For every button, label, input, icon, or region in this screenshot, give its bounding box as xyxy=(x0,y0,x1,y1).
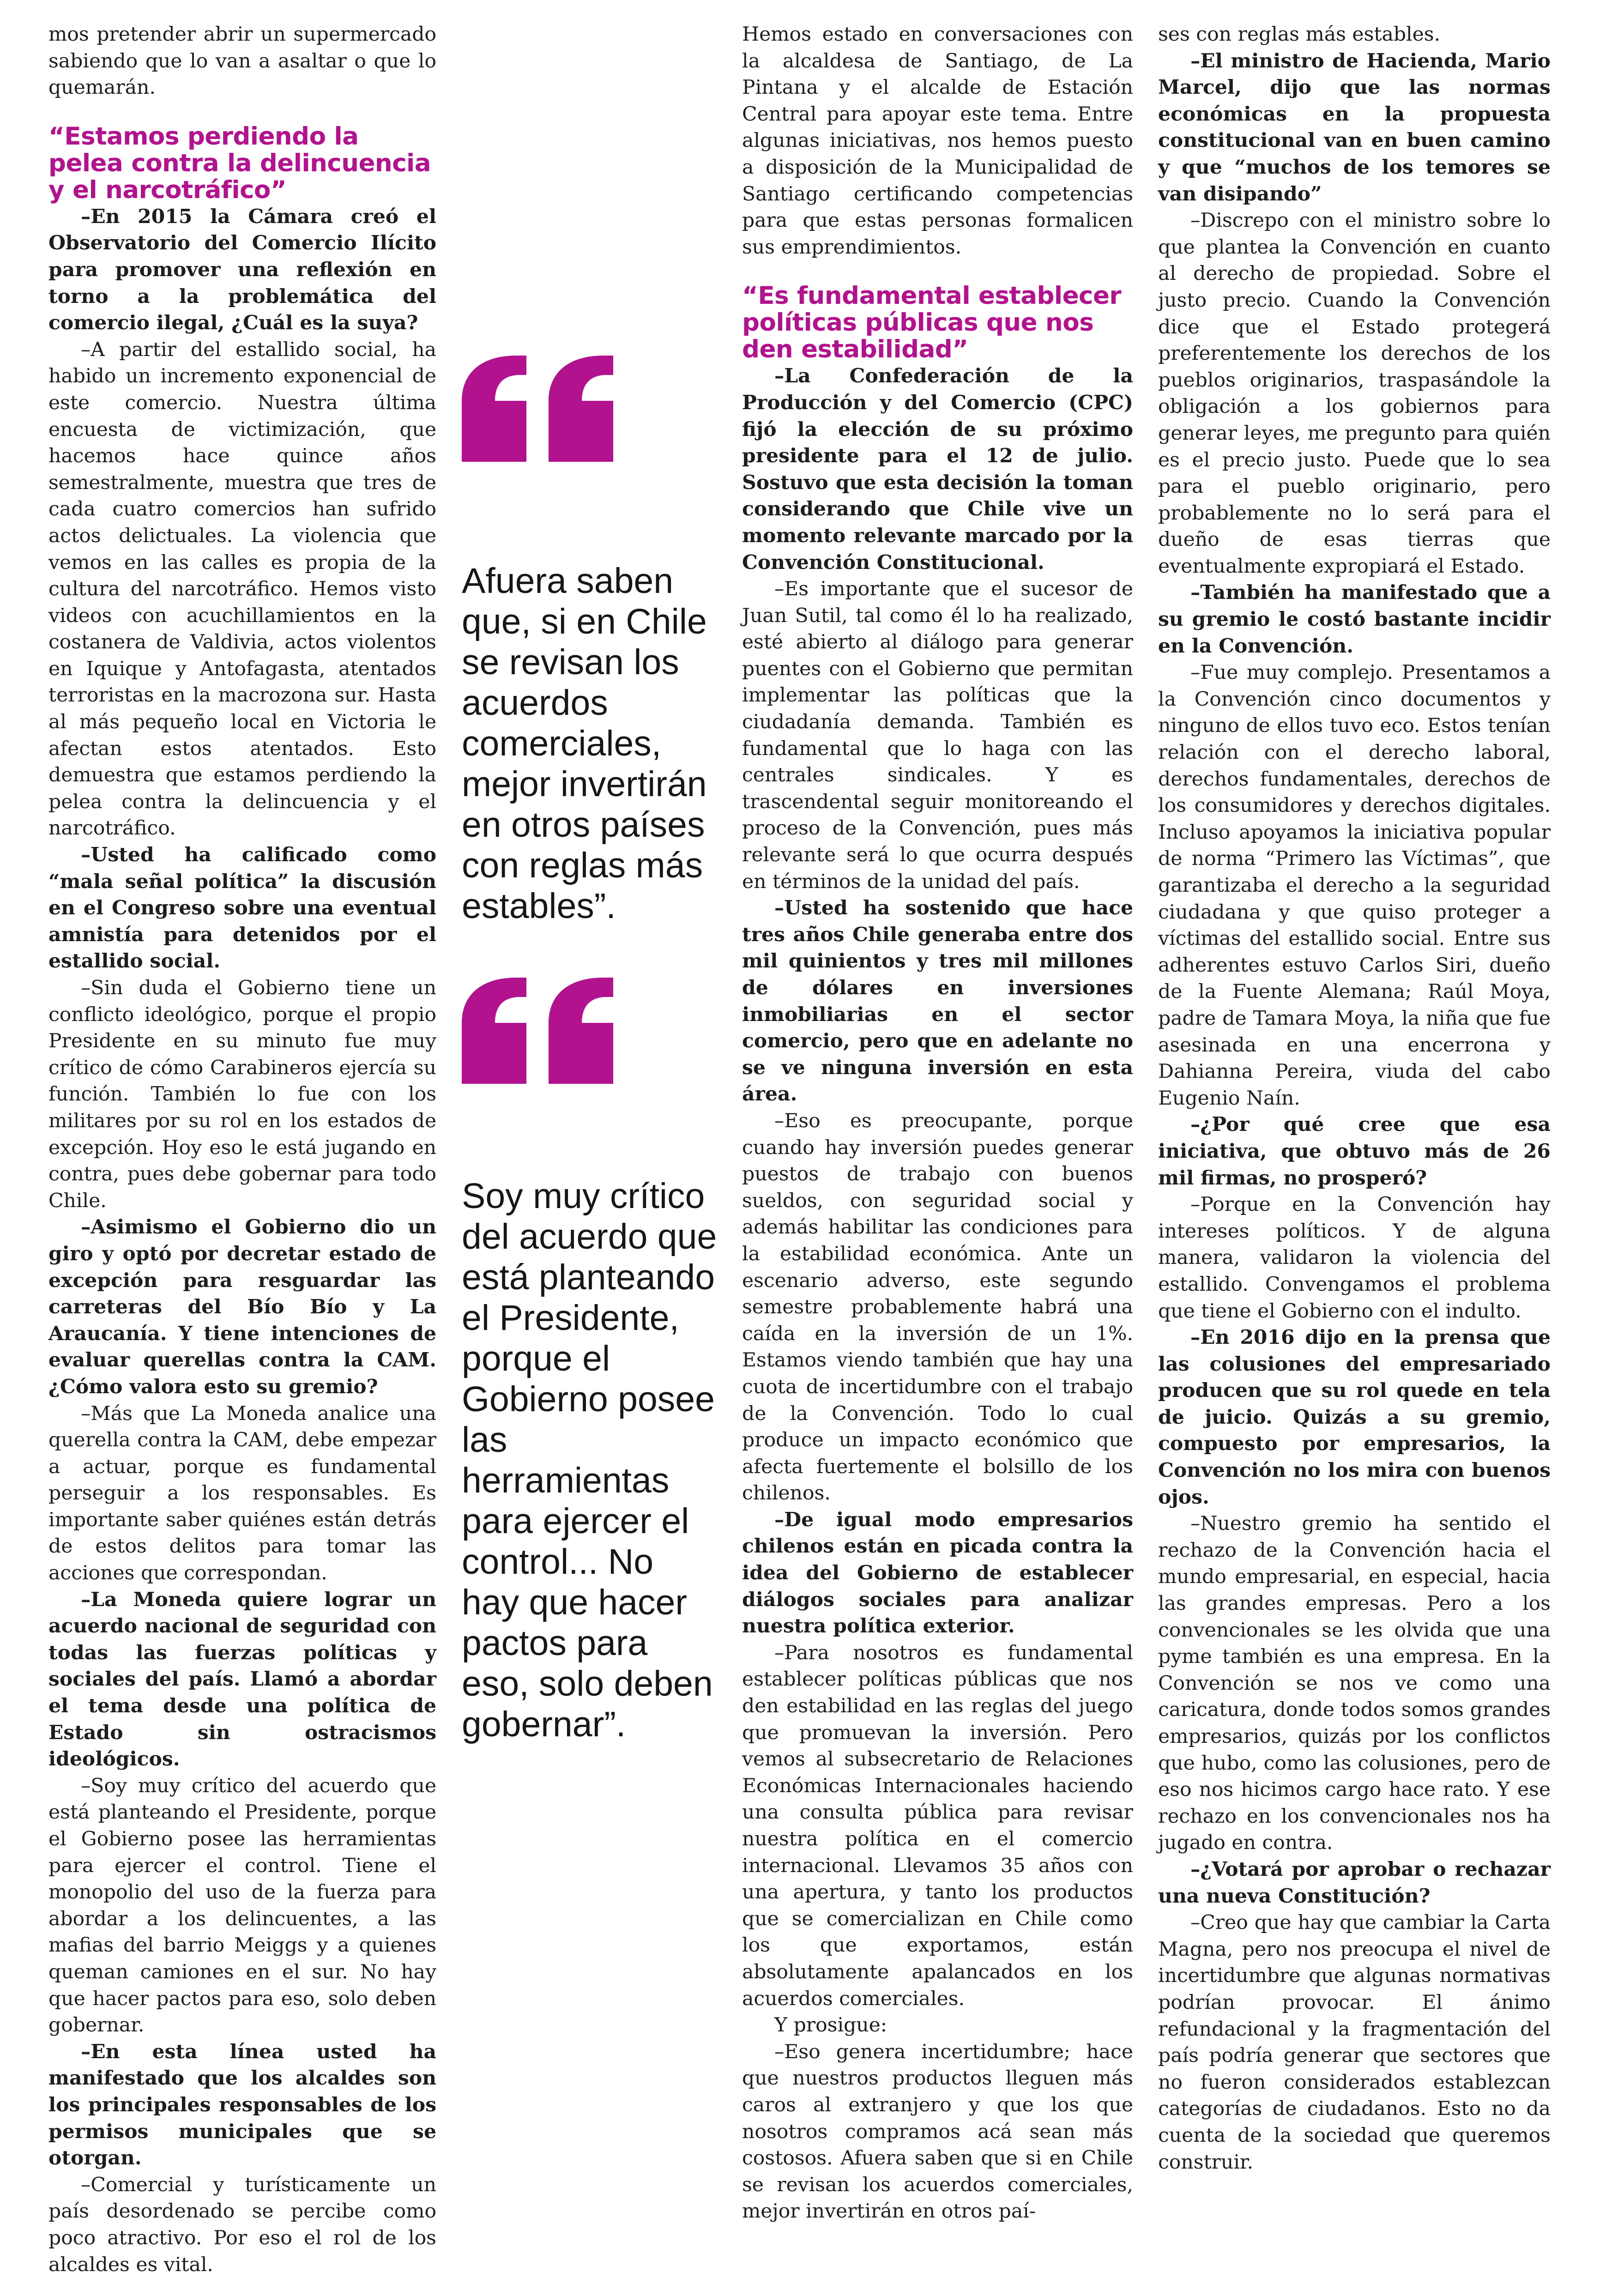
interview-answer: –Nuestro gremio ha sentido el rechazo de la Convención hacia el mundo empresarial, en especial, hacia las grandes empresas. Pero a los convencionales se les olvida que una pyme también es una empresa. En la Convención se nos ve como una caricatura, donde todos somos grandes empresarios, quizás por los conflictos que hubo, como las colusiones, pero de eso nos hicimos cargo hace rato. Y ese rechazo en los convencionales nos ha jugado en contra. xyxy=(1158,1512,1551,1855)
interview-answer: –Para nosotros es fundamental establecer políticas públicas que nos den estabilidad en las reglas del juego que promuevan la inversión. Pero vemos al subsecretario de Relaciones Económicas Internacionales haciendo una consulta pública para revisar nuestra política en el comercio internacional. Llevamos 35 años con una apertura, y tanto los productos que se comercializan en Chile como los que exportamos, están absolutamente apalancados en los acuerdos comerciales. xyxy=(742,1641,1133,2010)
interview-question: –¿Por qué cree que esa iniciativa, que obtuvo más de 26 mil firmas, no prosperó? xyxy=(1158,1113,1551,1190)
interview-answer: –Sin duda el Gobierno tiene un conflicto ideológico, porque el propio Presidente en su minuto fue muy crítico de cómo Carabineros ejercía su función. También lo fue con los militares por su rol en los estados de excepción. Hoy eso le está jugando en contra, pues debe gobernar para todo Chile. xyxy=(48,977,436,1212)
article-column-3 xyxy=(742,21,1133,2225)
interview-question: –La Confederación de la Producción y del Comercio (CPC) fijó la elección de su próximo presidente para el 12 de julio. Sostuvo que esta decisión la toman considerando que Chile vive un momento relevante marcado por la Convención Constitucional. xyxy=(742,364,1133,574)
interview-answer: –Discrepo con el ministro sobre lo que plantea la Convención en cuanto al derecho de propiedad. Sobre el justo precio. Cuando la Convención dice que el Estado protegerá preferentemente los derechos de los pueblos originarios, traspasándole la obligación a los gobiernos para generar leyes, me pregunto para quién es el precio justo. Puede que lo sea para el pueblo originario, pero probablemente no lo será para el dueño de esas tierras que eventualmente expropiará el Estado. xyxy=(1158,209,1551,578)
interview-question: –En 2015 la Cámara creó el Observatorio del Comercio Ilícito para promover una reflexión en torno a la problemática del comercio ilegal, ¿Cuál es la suya? xyxy=(48,205,436,335)
article-column-1 xyxy=(48,21,436,2278)
interview-answer: –Más que La Moneda analice una querella contra la CAM, debe empezar a actuar, porque es fundamental perseguir a los responsables. Es importante saber quiénes están detrás de estos delitos para tomar las acciones que correspondan. xyxy=(48,1402,436,1585)
open-quote-icon xyxy=(462,978,614,1084)
interview-answer: –Es importante que el sucesor de Juan Sutil, tal como él lo ha realizado, esté abierto al diálogo para generar puentes con el Gobierno que permitan implementar las políticas que la ciudadanía demanda. También es fundamental que lo haga con las centrales sindicales. Y es trascendental seguir monitoreando el proceso de la Convención, pues más relevante será lo que ocurra después en términos de la unidad del país. xyxy=(742,578,1133,893)
interview-answer: –Comercial y turísticamente un país desordenado se percibe como poco atractivo. Por eso el rol de los alcaldes es vital. xyxy=(48,2173,436,2276)
interview-answer: –Eso es preocupante, porque cuando hay inversión puedes generar puestos de trabajo con buenos sueldos, con seguridad social y además habilitar las condiciones para la estabilidad económica. Ante un escenario adverso, este segundo semestre probablemente habrá una caída en la inversión de un 1%. Estamos viendo también que hay una cuota de incertidumbre con el trabajo de la Convención. Todo lo cual produce un impacto económico que afecta fuertemente el bolsillo de los chilenos. xyxy=(742,1109,1133,1505)
interview-answer: –Creo que hay que cambiar la Carta Magna, pero nos preocupa el nivel de incertidumbre que algunas normativas podrían provocar. El ánimo refundacional y la fragmentación del país podría generar que sectores que no fueron considerados establezcan categorías de ciudadanos. Esto no da cuenta de la sociedad que queremos construir. xyxy=(1158,1911,1551,2174)
section-heading: “Estamos perdiendo la pelea contra la delincuencia y el narcotráfico” xyxy=(48,122,431,204)
interview-question: –También ha manifestado que a su gremio le costó bastante incidir en la Convención. xyxy=(1158,581,1551,658)
open-quote-icon xyxy=(462,356,614,462)
interview-answer: –Fue muy complejo. Presentamos a la Convención cinco documentos y ninguno de ellos tuvo eco. Estos tenían relación con el derecho laboral, derechos fundamentales, derechos de los consumidores y derechos digitales. Incluso apoyamos la iniciativa popular de norma “Primero las Víctimas”, que garantizaba el derecho a la seguridad ciudadana y que quiso proteger a víctimas del estallido social. Entre sus adherentes estuvo Carlos Siri, dueño de la Fuente Alemana; Raúl Moya, padre de Tamara Moya, la niña que fue asesinada en una encerrona y Dahianna Pereira, viuda del cabo Eugenio Naín. xyxy=(1158,661,1551,1110)
pullquote-text: Afuera saben que, si en Chile se revisan los acuerdos comerciales, mejor invertirán en otros países con reglas más estables”. xyxy=(462,561,707,926)
paragraph: mos pretender abrir un supermercado sabiendo que lo van a asaltar o que lo quemarán. xyxy=(48,23,436,99)
interview-question: –De igual modo empresarios chilenos están en picada contra la idea del Gobierno de establecer diálogos sociales para analizar nuestra política exterior. xyxy=(742,1508,1133,1638)
interview-question: –El ministro de Hacienda, Mario Marcel, dijo que las normas económicas en la propuesta constitucional van en buen camino y que “muchos de los temores se van disipando” xyxy=(1158,49,1551,205)
interview-question: –Usted ha calificado como “mala señal política” la discusión en el Congreso sobre una eventual amnistía para detenidos por el estallido social. xyxy=(48,843,436,973)
interview-question: –¿Votará por aprobar o rechazar una nueva Constitución? xyxy=(1158,1857,1551,1908)
section-heading: “Es fundamental establecer políticas públicas que nos den estabilidad” xyxy=(742,282,1122,364)
interview-answer: –Eso genera incertidumbre; hace que nuestros productos lleguen más caros al extranjero y que los que nosotros compramos acá sean más costosos. Afuera saben que si en Chile se revisan los acuerdos comerciales, mejor invertirán en otros paí- xyxy=(742,2040,1133,2223)
interview-question: –Usted ha sostenido que hace tres años Chile generaba entre dos mil quinientos y tres mil millones de dólares en inversiones inmobiliarias en el sector comercio, pero que en adelante no se ve ninguna inversión en esta área. xyxy=(742,896,1133,1106)
paragraph: ses con reglas más estables. xyxy=(1158,23,1441,46)
article-column-4 xyxy=(1158,21,1551,2175)
interview-answer: –Porque en la Convención hay intereses políticos. Y de alguna manera, validaron la violencia del estallido. Convengamos el problema que tiene el Gobierno con el indulto. xyxy=(1158,1193,1551,1323)
interview-question: –En esta línea usted ha manifestado que los alcaldes son los principales responsables de los permisos municipales que se otorgan. xyxy=(48,2040,436,2170)
interview-question: –En 2016 dijo en la prensa que las colusiones del empresariado producen que su rol quede en tela de juicio. Quizás a su gremio, compuesto por empresarios, la Convención no los mira con buenos ojos. xyxy=(1158,1326,1551,1509)
interview-answer: –Soy muy crítico del acuerdo que está planteando el Presidente, porque el Gobierno posee las herramientas para ejercer el control. Tiene el monopolio del uso de la fuerza para abordar a los delincuentes, a las mafias del barrio Meiggs y a quienes queman camiones en el sur. No hay que hacer pactos para eso, solo deben gobernar. xyxy=(48,1774,436,2037)
pullquote-text: Soy muy crítico del acuerdo que está planteando el Presidente, porque el Gobierno posee las herramientas para ejercer el control... No hay que hacer pactos para eso, solo deben gobernar”. xyxy=(462,1176,717,1744)
interview-question: –Asimismo el Gobierno dio un giro y optó por decretar estado de excepción para resguardar las carreteras del Bío Bío y La Araucanía. Y tiene intenciones de evaluar querellas contra la CAM. ¿Cómo valora esto su gremio? xyxy=(48,1215,436,1398)
paragraph: Y prosigue: xyxy=(774,2014,887,2037)
paragraph: Hemos estado en conversaciones con la alcaldesa de Santiago, de La Pintana y el alcalde de Estación Central para apoyar este tema. Entre algunas iniciativas, nos hemos puesto a disposición de la Municipalidad de Santiago certificando competencias para que estas personas formalicen sus emprendimientos. xyxy=(742,23,1133,259)
interview-question: –La Moneda quiere lograr un acuerdo nacional de seguridad con todas las fuerzas políticas y sociales del país. Llamó a abordar el tema desde una política de Estado sin ostracismos ideológicos. xyxy=(48,1588,436,1771)
interview-answer: –A partir del estallido social, ha habido un incremento exponencial de este comercio. Nuestra última encuesta de victimización, que hacemos hace quince años semestralmente, muestra que tres de cada cuatro comercios han sufrido actos delictuales. La violencia que vemos en las calles es propia de la cultura del narcotráfico. Hemos visto videos con acuchillamientos en la costanera de Valdivia, actos violentos en Iquique y Antofagasta, atentados terroristas en la macrozona sur. Hasta al más pequeño local en Victoria le afectan estos atentados. Esto demuestra que estamos perdiendo la pelea contra la delincuencia y el narcotráfico. xyxy=(48,338,436,840)
